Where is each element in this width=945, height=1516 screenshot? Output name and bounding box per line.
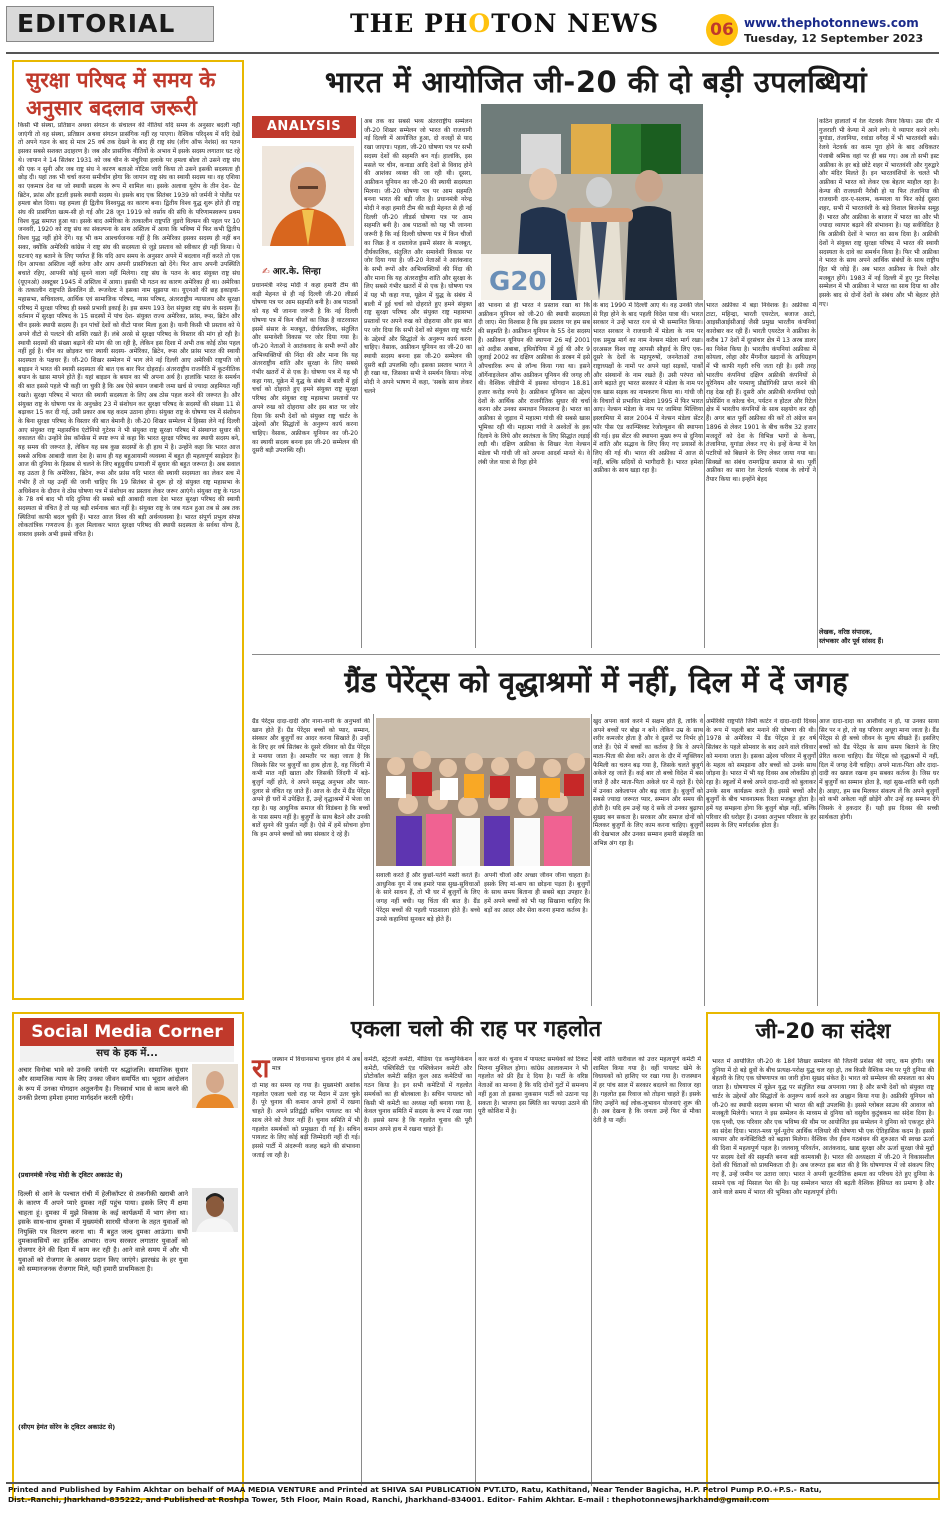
- column-divider: [704, 300, 705, 648]
- main-story-column-5: भारत अफ्रीका में बड़ा निवेशक है। अफ्रीका में टाटा, महिन्द्रा, भारती एयरटेल, बजाज आटो, आइसीआईसीआई जैसी प्रमुख भारतीय कंपनियां कारोबार कर रही हैं। भारती एयरटेल ने अफ्रीका के करीब 17 देशों में दूरसंचार क्षेत्र में 13 अरब डालर का निवेश किया है। भारतीय कंपनियां अफ्रीका में कोयला, लोहा और मैंगनीज खदानों के अधिग्रहण में भी काफी गहरी रुचि जता रही है। इसी तरह भारतीय कंपनियां दक्षिण अफ्रीकी कंपनियों से यूरेनियम और परमाणु प्रौद्योगिकी प्राप्त करने की राह देख रही हैं। दूसरी ओर अफ्रीकी कंपनियां एग्रो प्रोसेसिंग व कोल्ड चेन, पर्यटन व होटल और रिटेल क्षेत्र में भारतीय कंपनियों के साथ सहयोग कर रही हैं। अगर बात पूर्वी अफ्रीका की करें तो अंग्रेज सन 1896 से लेकर 1901 के बीच करीब 32 हजार मजदूरों को देश के विभिन्न भागों से केन्या, तंजानिया, युगांडा लेकर गए थे। इन्हें केन्या में रेल पटरियों को बिछाने के लिए लेकर जाया गया था। सिक्खों का संबंध रामगढ़िया समाज से था। पूर्वी अफ्रीका का सारा रेल नेटवर्क पंजाब के लोगों ने तैयार किया था। इन्होंने बेहद: [706, 302, 816, 484]
- svg-text:G20: G20: [489, 267, 547, 297]
- g20-sandesh-headline: जी-20 का संदेश: [710, 1014, 936, 1048]
- column-divider: [475, 1052, 476, 1486]
- logo-text-part2: TON NEWS: [491, 9, 660, 38]
- author-credit-detail: स्तंभकार और पूर्व सांसद हैं।: [819, 637, 884, 645]
- editorial-headline: सुरक्षा परिषद में समय के अनुसार बदलाव जरूरी: [26, 68, 216, 120]
- column-divider: [373, 714, 374, 1006]
- logo-text-part1: THE PH: [350, 9, 469, 38]
- g20-photo: [481, 104, 703, 300]
- author-photo: [262, 146, 354, 246]
- author-credit: [819, 628, 939, 646]
- social-post-1: अचार विनोबा भावे को उनकी जयंती पर श्रद्धांजलि। सामाजिक सुधार और सामाजिक न्याय के लिए उनका जीवन समर्पित था। भूदान आंदोलन के रूप में उनका योगदान अतुलनीय है। निःस्वार्थ भाव से काम करने की उनकी प्रेरणा हमेशा हमारा मार्गदर्शन करती रहेगी।: [18, 1066, 188, 1103]
- column-divider: [475, 300, 476, 648]
- gehlot-lead-line: जस्थान में विधानसभा चुनाव होने में अब मात्र: [272, 1056, 360, 1072]
- grandparents-column-6: आज दादा-दादा का आशीर्वाद न हो, या उनका साया सिर पर न हो, तो यह परिवार अधूरा माना जाता है। ग्रैंड पेरेंट्स से ही बच्चे जीवन के मूल्य सीखते हैं। इसलिए बच्चों को ग्रैंड पेरेंट्स के साथ समय बिताने के लिए प्रेरित करना चाहिए। ग्रैंड पेरेंट्स को वृद्धाश्रमों में नहीं, दिल में जगह देनी चाहिए। अपने माता-पिता और दादा-दादी का ख्याल रखना हम सबका कर्तव्य है। जिस घर में बुजुर्गों का सम्मान होता है, वहां सुख-शांति बनी रहती है। आइए, हम सब मिलकर संकल्प लें कि अपने बुजुर्गों को कभी अकेला नहीं छोड़ेंगे और उन्हें वह सम्मान देंगे जिसके वे हकदार हैं। यही इस दिवस की सच्ची सार्थकता होगी।: [819, 718, 939, 821]
- social-media-tagline: सच के हक में...: [20, 1046, 234, 1062]
- main-story-column-3: की भावना से ही भारत ने प्रस्ताव रखा था कि अफ्रीकन यूनियन को जी-20 की स्थायी सदस्यता दी जाए। मेरा विश्वास है कि इस प्रस्ताव पर हम सब की सहमति है। अफ्रीकन यूनियन के 55 देश सदस्य हैं। अफ्रीकन यूनियन की स्थापना 26 मई 2001 को अदीस अबाबा, इथियोपिया में हुई थी और 9 जुलाई 2002 का दक्षिण अफ्रीका के डरबन में इसे औपचारिक रूप से लॉन्च किया गया था। इसने ऑर्गेनाइजेशन ऑफ अफ्रीकन यूनियन की जगह ली थी। वैश्विक जीडीपी में इसका योगदान 18.81 हजार करोड़ रुपये है। अफ्रीकन यूनियन का उद्देश्य देशों के आर्थिक और राजनीतिक सुधार की चर्चा करना और उनका समाधान निकालना है। भारत का अफ्रीका से जुड़ाव में महात्मा गांधी की सबसे खास भूमिका रही थी। महात्मा गांधी ने अश्वेतों के हक दिलाने के लिये और स्वतंत्रता के लिए सिद्धांत लड़ाई लड़ी थी। दक्षिण अफ्रीका के शिखर नेता नेल्सन मंडेला भी गांधी जी को अपना आदर्श मानते थे। वे लंबी जेल यात्रा से रिहा होने: [478, 302, 590, 466]
- social-post-1-credit: (प्रधानमंत्री नरेन्द्र मोदी के ट्विटर अकाउंट से): [18, 1171, 123, 1179]
- footer-divider: [6, 1482, 939, 1484]
- analysis-tag: ANALYSIS: [252, 116, 356, 138]
- imprint-line-2: Dist.-Ranchi, Jharkhand-835222, and Published at Roshpa Tower, 5th Floor, Main Road, Ranchi, Jharkhand-834001. Editor- Fahim Akhtar. E-mail : thephotonnewsjharkhand@gmail.com: [8, 1495, 770, 1504]
- social-post-2-credit: (सीएम हेमंत सोरेन के ट्विटर अकाउंट से): [18, 1423, 116, 1431]
- g20-sandesh-body: भारत में आयोजित जी-20 के 18वें शिखर सम्मेलन की जितनी प्रशंसा की जाए, कम होगी। जब दुनिया में दो बड़े ध्रुवों के बीच प्रत्यक्ष-परोक्ष युद्ध चल रहा हो, तब किसी वैश्विक मंच पर पूरी दुनिया की बेहतरी के लिए एक घोषणापत्र का जारी होना सुखद संकेत है। भारत को सम्मेलन की सफलता का श्रेय जाता है। घोषणापत्र में यूक्रेन युद्ध पर संतुलित रुख अपनाया गया है और सभी देशों को संयुक्त राष्ट्र चार्टर के उद्देश्यों और सिद्धांतों के अनुरूप कार्य करने का आह्वान किया गया है। अफ्रीकी यूनियन को जी-20 का स्थायी सदस्य बनाना भी भारत की बड़ी उपलब्धि है। इससे ग्लोबल साउथ की आवाज को मजबूती मिलेगी। भारत ने इस सम्मेलन के माध्यम से दुनिया को वसुधैव कुटुंबकम का संदेश दिया है। एक पृथ्वी, एक परिवार और एक भविष्य की थीम पर आयोजित इस सम्मेलन ने दुनिया को एकजुट होने का संदेश दिया। भारत-मध्य पूर्व-यूरोप आर्थिक गलियारे की घोषणा भी एक ऐतिहासिक कदम है। इससे व्यापार और कनेक्टिविटी को बढ़ावा मिलेगा। वैश्विक जैव ईंधन गठबंधन की शुरुआत भी स्वच्छ ऊर्जा की दिशा में महत्वपूर्ण पहल है। जलवायु परिवर्तन, आतंकवाद, खाद्य सुरक्षा और ऊर्जा सुरक्षा जैसे मुद्दों पर सदस्य देशों की सहमति बनना बड़ी कामयाबी है। भारत की अध्यक्षता में जी-20 ने विकासशील देशों की चिंताओं को प्राथमिकता दी है। अब जरूरत इस बात की है कि घोषणापत्र में जो संकल्प लिए गए हैं, उन्हें जमीन पर उतारा जाए। भारत ने अपनी कूटनीतिक क्षमता का परिचय देते हुए दुनिया के सामने एक नई मिसाल पेश की है। यह सम्मेलन भारत की बढ़ती वैश्विक हैसियत का प्रमाण है और आने वाले समय में भारत की भूमिका और महत्वपूर्ण होगी।: [712, 1058, 934, 1196]
- column-divider: [591, 714, 592, 1006]
- issue-date: Tuesday, 12 September 2023: [744, 32, 924, 45]
- masthead-divider: [6, 52, 939, 54]
- column-divider: [591, 300, 592, 648]
- section-divider: [252, 654, 940, 655]
- gehlot-headline: एकला चलो की राह पर गहलोत: [350, 1017, 602, 1042]
- pen-icon: ✍: [262, 267, 270, 277]
- column-divider: [361, 118, 362, 648]
- grandparents-column-4: खुद अपना कार्य करने में सक्षम होते हैं, ताकि वे अपने बच्चों पर बोझ न बनें। लेकिन उम्र के साथ शरीर कमजोर होता है और वे दूसरों पर निर्भर हो जाते हैं। ऐसे में बच्चों का कर्तव्य है कि वे अपने माता-पिता की सेवा करें। आज के दौर में न्यूक्लियर फैमिली का चलन बढ़ गया है, जिसके चलते बुजुर्ग अकेले रह जाते हैं। कई बार तो बच्चे विदेश में बस जाते हैं और माता-पिता अकेले घर में रहते हैं। ऐसे में उनका अकेलापन और बढ़ जाता है। बुजुर्गों को सबसे ज्यादा जरूरत प्यार, सम्मान और समय की होती है। यदि हम उन्हें यह दे सकें तो उनका बुढ़ापा सुखद बन सकता है। सरकार और समाज दोनों को मिलकर बुजुर्गों के लिए काम करना चाहिए। बुजुर्गों की देखभाल और उनका सम्मान हमारी संस्कृति का अभिन्न अंग रहा है।: [593, 718, 703, 847]
- section-label: EDITORIAL: [6, 6, 214, 42]
- main-story-headline: भारत में आयोजित जी-20 की दो बड़ी उपलब्धियां: [324, 65, 868, 99]
- grandparents-photo: [376, 718, 590, 866]
- author-name: आर.के. सिन्हा: [272, 267, 321, 277]
- website-link[interactable]: www.thephotonnews.com: [744, 16, 919, 30]
- print-registration-marks: [0, 1506, 945, 1516]
- main-story-column-6: कठिन हालातों में रेल नेटवर्क तैयार किया। उस दौर में गुजराती भी केन्या में आने लगे। ये व्यापार करने लगे। युगांडा, तंजानिया, रवांडा वगैरह में भी भारतवंशी बसे। रेलवे नेटवर्क का काम पूरा होने के बाद अधिकतर पंजाबी श्रमिक वहां पर ही बस गए। अब तो सभी इस्ट अफ्रीका के हर बड़े छोटे शहर में भारतवंशी और गुरुद्वारे और मंदिर मिलते हैं। इन भारतवंशियों के चलते भी अफ्रीका में भारत को लेकर एक बेहतर माहौल रहा है। केन्या की राजधानी नैरोबी हो या फिर तंजानिया की राजधानी दार-ए-सलाम, कम्पाला या फिर कोई दूसरा शहर, सभी में भारतवंशी के बड़े विशाल बिजनेस समूह हैं। भारत और अफ्रीका के बाजार में भारत का और भी ज्यादा व्यापार बढ़ाने की संभावना है। यह सर्वविदित है कि अफ्रीकी देशों ने भारत का साथ दिया है। अफ्रीकी देशों ने संयुक्त राष्ट्र सुरक्षा परिषद में भारत की स्थायी सदस्यता के दावे का समर्थन किया है। फिर भी अफ्रीका ने भारत के साथ अपने आर्थिक संबंधों के साथ राष्ट्रीय हित भी जोड़े हैं। अब भारत अफ्रीका के रिश्ते और मजबूत होंगे। 1983 में नई दिल्ली में हुए गुट निरपेक्ष सम्मेलन में भी अफ्रीका ने भारत का साथ दिया था और इसके बाद से दोनों देशों के संबंध और भी बेहतर होते गए।: [819, 118, 939, 308]
- grandparents-column-3: अपनी चीजों और अच्छा जीवन जीना चाहता है। इसके लिए मां-बाप का छोड़ना पड़ता है। बुजुर्गों के साथ समय बिताना ही सबसे बड़ा उपहार है। हमें अपने बच्चों को भी यह सिखाना चाहिए कि बड़ों का आदर और सेवा करना हमारा कर्तव्य है।: [484, 872, 590, 914]
- column-divider: [817, 118, 818, 648]
- cm-avatar: [192, 1188, 238, 1232]
- social-post-2: दिल्ली से आने के पश्चात रांची में हेलीकॉप्टर से तकनीकी खराबी आने के कारण मैं अपने प्यारे दुमका नहीं पहुंच पाया। इसके लिए मैं क्षमा चाहता हूं। दुमका में मुझे विकास के कई कार्यक्रमों में भाग लेना था। इसके साथ-साथ दुमका में मुख्यमंत्री सारथी योजना के तहत युवाओं को नियुक्ति पत्र वितरण करना था। मैं बहुत जल्द दुमका आऊंगा। सभी दुमकावासियों का हार्दिक आभार। राज्य सरकार लगातार युवाओं को रोजगार देने की दिशा में काम कर रही है। आने वाले समय में और भी युवाओं को रोजगार के अवसर प्रदान किए जाएंगे। झारखंड के हर युवा को सम्मानजनक रोजगार मिले, यही हमारी प्राथमिकता है।: [18, 1190, 188, 1274]
- imprint-line-1: Printed and Published by Fahim Akhtar on behalf of MAA MEDIA VENTURE and Printed at SHIVA SAI PUBLICATION PVT.LTD, Ratu, Kathitand, Near Tender Bagicha, H.P. Petrol Pump P.O.+P.S.- Ratu,: [8, 1485, 822, 1494]
- grandparents-headline: ग्रैंड पेरेंट्स को वृद्धाश्रमों में नहीं, दिल में दें जगह: [344, 665, 848, 699]
- gehlot-column-2: कमेटी, स्ट्रेटजी कमेटी, मीडिया एंड कम्युनिकेशन कमेटी, पब्लिसिटी एंड पब्लिकेशन कमेटी और प्रोटोकॉल कमेटी सहित कुल आठ कमेटियों का गठन किया है। इन सभी कमेटियों में गहलोत समर्थकों का ही बोलबाला है। सचिन पायलट को किसी भी कमेटी का अध्यक्ष नहीं बनाया गया है, केवल चुनाव समिति में सदस्य के रूप में रखा गया है। इससे साफ है कि गहलोत चुनाव की पूरी कमान अपने हाथ में रखना चाहते हैं।: [364, 1056, 472, 1133]
- social-media-title: Social Media Corner: [20, 1018, 234, 1046]
- gehlot-column-1: दो माह का समय रह गया है। मुख्यमंत्री अशोक गहलोत एकला चलो राह पर मैदान में उतर चुके हैं। पूरे चुनाव की कमान अपने हाथों में रखना चाहते हैं। अपने प्रतिद्वंद्वी सचिन पायलट का भी साथ लेने को तैयार नहीं हैं। चुनाव समिति में भी गहलोत समर्थकों को प्रमुखता दी गई है। सचिन पायलट के लिए कोई बड़ी जिम्मेदारी नहीं दी गई। इससे पार्टी में अंदरूनी कलह बढ़ने की संभावना जताई जा रही है।: [252, 1082, 360, 1159]
- gehlot-column-4: मंत्री शांति धारीवाल को उत्तर महत्वपूर्ण कमेटी में शामिल किया गया है। वहीं पायलट खेमे के विधायकों को हाशिए पर रखा गया है। राजस्थान में हर पांच साल में सरकार बदलने का रिवाज रहा है। गहलोत इस रिवाज को तोड़ना चाहते हैं। इसके लिए उन्होंने कई लोक-लुभावन योजनाएं शुरू की हैं। अब देखना है कि जनता उन्हें फिर से मौका देती है या नहीं।: [593, 1056, 701, 1124]
- gehlot-column-3: कार करते थे। चुनाव में पायलट समर्थकों को टिकट मिलना मुश्किल होगा। कांग्रेस आलाकमान ने भी गहलोत को फ्री हैंड दे दिया है। पार्टी के वरिष्ठ नेताओं का मानना है कि यदि दोनों गुटों में समन्वय नहीं हुआ तो इसका नुकसान पार्टी को उठाना पड़ सकता है। भाजपा इस स्थिति का फायदा उठाने की पूरी कोशिश में है।: [478, 1056, 588, 1116]
- column-divider: [817, 714, 818, 1006]
- author-credit-label: लेखक, वरिष्ठ संपादक,: [819, 628, 873, 636]
- main-story-column-1: प्रधानमंत्री नरेन्द्र मोदी ने कहा हमारी टीम की कड़ी मेहनत से ही नई दिल्ली जी-20 लीडर्स घोषणा पत्र पर आम सहमति बनी है। अब पाठकों को यह भी जानना जरूरी है कि नई दिल्ली घोषणा पत्र में किन चीजों का जिक्र है वाटरवास्त इसमें संसार के मजबूत, दीर्घकालिक, संतुलित और समावेशी विकास पर जोर दिया गया है। जी-20 नेताओं ने आतंकवाद के सभी रूपों और अभिव्यक्तियों की निंदा की और माना कि यह अंतरराष्ट्रीय शांति और सुरक्षा के लिए सबसे गंभीर खतरों में से एक है। घोषणा पत्र में यह भी कहा गया, यूक्रेन में युद्ध के संबंध में बाली में हुई चर्चा को दोहराते हुए हमने संयुक्त राष्ट्र सुरक्षा परिषद और संयुक्त राष्ट्र महासभा प्रस्तावों पर अपने रुख को दोहराया और इस बात पर जोर दिया कि सभी देशों को संयुक्त राष्ट्र चार्टर के उद्देश्यों और सिद्धांतों के अनुरूप कार्य करना चाहिए। वैसाक, अफ्रीकन यूनियन का जी-20 का स्थायी सदस्य बनना इस जी-20 सम्मेलन की दूसरी बड़ी उपलब्धि रही।: [252, 282, 358, 455]
- grandparents-column-5: अमेरिकी राष्ट्रपति जिमी कार्टर ने दादा-दादी दिवस के रूप में पहली बार मनाने की घोषणा की थी। 1978 से अमेरिका में ग्रैंड पेरेंट्स डे हर वर्ष सितंबर के पहले सोमवार के बाद आने वाले रविवार को मनाया जाता है। इसका उद्देश्य परिवार में बुजुर्गों के महत्व को समझाना और बच्चों को उनके साथ जोड़ना है। भारत में भी यह दिवस अब लोकप्रिय हो रहा है। स्कूलों में बच्चे अपने दादा-दादी को बुलाकर उनके साथ कार्यक्रम करते हैं। इससे बच्चों और बुजुर्गों के बीच भावनात्मक रिश्ता मजबूत होता है। हमें यह समझना होगा कि बुजुर्ग बोझ नहीं, बल्कि परिवार की धरोहर हैं। उनका अनुभव परिवार के हर सदस्य के लिए मार्गदर्शक होता है।: [706, 718, 816, 830]
- column-divider: [591, 1052, 592, 1486]
- logo-o: O: [468, 9, 492, 38]
- column-divider: [361, 1052, 362, 1486]
- main-story-column-4: के बाद 1990 में दिल्ली आए थे। वह उनकी जेल से रिहा होने के बाद पहली विदेश यात्रा थी। भारत सरकार ने उन्हें भारत रत्न से भी सम्मानित किया। भारत सरकार ने राजधानी में मंडेला के नाम पर एक प्रमुख मार्ग का नाम नेल्सन मंडेला मार्ग रखा। दरअसल विश्व राष्ट्र आपसी सौहार्द के लिए एक-दूसरे के देशों के महापुरुषों, जननेताओं तथा राष्ट्राध्यक्षों के नामों पर अपने यहां सड़कों, पार्कों और संस्थानों के नाम रखते हैं। उसी परंपरा को आगे बढ़ाते हुए भारत सरकार ने मंडेला के नाम पर एक खास सड़क का नामकरण किया था। गांधी जी के विचारों से प्रभावित मंडेला 1995 में फिर भारत आए। नेल्सन मंडेला के नाम पर जामिया मिल्लिया इस्लामिया में साल 2004 में नेल्सन मंडेला सेंटर फॉर पीस एंड कान्फ्लिक्ट रेजोल्यूशन की स्थापना की गई। इस सेंटर की स्थापना मुख्य रूप से दुनिया में शांति और सद्भाव के लिए किए गए प्रयासों के लिए की गई थी। भारत की अफ्रीका में आज से नहीं, बल्कि सदियों से भागीदारी है। भारत हमेशा अफ्रीका के साथ खड़ा रहा है।: [593, 302, 703, 475]
- author-byline: [262, 264, 362, 277]
- newspaper-logo[interactable]: [350, 9, 659, 38]
- page-number-badge: 06: [706, 14, 738, 46]
- grandparents-column-2: सवाली करते हैं और कुछो-पतंगें मस्ती करते हैं। आधुनिक युग में जब हमारे पास सुख-सुविधाओं के सारे साधन हैं, तो भी घर में बुजुर्गों के लिए जगह नहीं बची। यह चिंता की बात है। ग्रैंड पेरेंट्स बच्चों की पहली पाठशाला होते हैं। बच्चे उनसे कहानियां सुनकर बड़े होते हैं।: [376, 872, 480, 923]
- pm-avatar: [192, 1064, 238, 1108]
- editorial-body: किसी भी संस्था, प्रतिष्ठान अथवा संगठन के संचालन की नीतियां यदि समय के अनुसार बदली नहीं जाएंगी तो वह संस्था, प्रतिष्ठान अथवा संगठन प्रासंगिक नहीं रह पाएगा। वैश्विक परिदृश्य में यदि देखें तो अपने गठन के बाद से मात्र 25 वर्ष तक देखने के बाद ही राष्ट्र संघ (लीग ऑफ नेशंस) का पतन इसका सबसे सशक्त उदाहरण है। जब और प्रासंगिक नीतियों के अभाव में इसके सदस्य लगातार घट रहे थे। जापान ने 14 सितंबर 1931 को जब चीन के मंचूरिया इलाके पर हमला बोला तो उसने राष्ट्र संघ की एक न सुनी और जब राष्ट्र संघ ने कारण बताओ नोटिस जारी किया तो उसने इसकी सदस्यता ही छोड़ दी। यहां तक भी चर्चा करना समीचीन होगा कि जापान राष्ट्र संघ का स्थायी सदस्य था। वह एशिया का एकमात्र देश था जो स्थायी सदस्य के रूप में शामिल था। इसके अलावा यूरोप के तीन देश- ग्रेट ब्रिटेन, फ्रांस और इटली इसके स्थायी सदस्य थे। इसके बाद एक सितंबर 1939 को जर्मनी ने पोलैंड पर हमला बोल दिया। यह हमला ही द्वितीय विश्वयुद्ध का कारण बना। द्वितीय विश्व युद्ध शुरू होते ही राष्ट्र संघ की प्रासंगिता खत्म-सी हो गई और 28 जून 1919 को वर्साय की संधि के परिणामस्वरूप प्रथम विश्व युद्ध समाप्त हुआ था। इसके बाद अमेरिका के तत्कालीन राष्ट्रपति वुडरो विल्सन की पहल पर 10 जनवरी, 1920 को राष्ट्र संघ का संकल्पना के साथ अस्तित्व में आया कि भविष्य में फिर कभी द्वितीय विश्व युद्ध नहीं होने देंगे। यह भी कम आश्चर्यजनक नहीं है कि अमेरिका इसका सदस्य ही नहीं बन सका, क्योंकि अमेरिकी कांग्रेस ने राष्ट्र संघ की सदस्यता से जुड़े प्रस्ताव को स्वीकार ही नहीं किया। ये घटनाएं यह बताने के लिए पर्याप्त हैं कि यदि आप समय के अनुसार अपने में बदलाव नहीं करते तो एक दिन आपका अस्तित्व नहीं करेगा और आप अपनी प्रासंगिकता खो देंगे। फिर आप अपनी उपस्थिति बचाते रहिए, आपकी कोई सुनने वाला नहीं मिलेगा। राष्ट्र संघ के पतन के बाद संयुक्त राष्ट्र संघ (यूएनओ) अक्टूबर 1945 में अस्तित्व में आया। इसकी भी गठन का कारण अमेरिका ही था। अमेरिका के तत्कालीन राष्ट्रपति फ्रेंकलिन डी. रूजवेल्ट ने इसका नाम सुझाया था। यूएनओ की छह इकाइयां- महासभा, सचिवालय, आर्थिक एवं सामाजिक परिषद, न्यास परिषद, अंतरराष्ट्रीय न्यायालय और सुरक्षा परिषद में सुरक्षा परिषद ही सबसे प्रभावी इकाई है। इस समय 193 देश संयुक्त राष्ट्र संघ के सदस्य हैं। वर्तमान में सुरक्षा परिषद के 15 सदस्यों में पांच देश- संयुक्त राज्य अमेरिका, फ्रांस, रूस, ब्रिटेन और चीन इसके स्थायी सदस्य हैं। इन पांचों देशों को वीटो पावर मिला हुआ है। यानी किसी भी प्रस्ताव को ये अपने वीटो से पलटने की शक्ति रखते हैं। लंबे अरसे से सुरक्षा परिषद के विस्तार की मांग हो रही है। स्थायी सदस्यों की संख्या बढ़ाने की मांग की जा रही है, लेकिन इस दिशा में अभी तक कोई ठोस पहल नहीं हुई है। चीन का छोड़कर चार स्थायी सदस्य- अमेरिका, ब्रिटेन, रूस और फ्रांस भारत की स्थायी सदस्यता के पक्षधर हैं। जी-20 शिखर सम्मेलन में भाग लेने नई दिल्ली आए अमेरिकी राष्ट्रपति जो बाइडन ने भारत की स्थायी सदस्यता की बात एक बार फिर दोहराई। अंतरराष्ट्रीय राजनीति में कूटनीतिक बयान के खास मायने होते हैं। यहां बाइडन के बयान का भी अपना अर्थ है। हालांकि भारत के समर्थन की बात इससे पहले भी कही जा चुकी है कि अब ऐसे बयान जबानी जमा खर्च से ज्यादा अहमियत नहीं रखते। सुरक्षा परिषद में भारत की स्थायी सदस्यता के लिए अब ठोस पहल करने की जरूरत है। और संयुक्त राष्ट्र के घोषणा पत्र के अनुच्छेद 23 में संशोधन कर सुरक्षा परिषद के सदस्यों की संख्या 11 से बढ़ाकर 15 कर दी गई, उसी प्रकार अब यह कदम उठाना होगा। संयुक्त राष्ट्र के घोषणा पत्र में संशोधन के बिना सुरक्षा परिषद के विस्तार की बात बेमानी है। जी-20 शिखर सम्मेलन में हिस्सा लेने नई दिल्ली आए संयुक्त राष्ट्र महासचिव एंटोनियो गुटेरस ने भी संयुक्त राष्ट्र सुरक्षा परिषद में संस्थागत सुधार की वकालत की। उन्होंने प्रेस कॉन्फ्रेंस में स्पष्ट रूप से कहा कि भारत सुरक्षा परिषद का स्थायी सदस्य बने, यह समय की जरूरत है, लेकिन यह सब कुछ सदस्यों के ही हाथ में है। उन्होंने कहा कि भारत आज सबसे अधिक आबादी वाला देश है। साथ ही यह बहुआयामी व्यवस्था में बहुत ही महत्वपूर्ण साझेदार है। आज की दुनिया के हिसाब से चलने के लिए बहुध्रुवीय प्रणाली में सुधार की बहुत जरूरत है। अब सवाल यह उठता है कि अमेरिका, ब्रिटेन, रूस और फ्रांस यदि भारत की स्थायी सदस्यता का लेकर सच में गंभीर हैं तो यह उन्हीं की जानी चाहिए कि 19 सितंबर से शुरू हो रहे संयुक्त राष्ट्र महासभा के अधिवेशन के दौरान वे ठोस घोषणा पत्र में संशोधन का प्रस्ताव लेकर जरूर आएंगे। संयुक्त राष्ट्र के गठन के 78 वर्ष बाद भी यदि दुनिया की सबसे बड़ी आबादी वाला देश भारत सुरक्षा परिषद की स्थायी सदस्यता से वंचित है तो यह बड़ी शर्मनाक बात नहीं है। संयुक्त राष्ट्र के जब गठन हुआ तब से अब तक स्थितियां काफी बदल चुकी हैं। भारत आज विश्व की बड़ी अर्थव्यवस्था है। भारत संपूर्ण प्रभुत्व संपन्न लोकतांत्रिक गणराज्य है। कुल मिलाकर भारत सुरक्षा परिषद की स्थायी सदस्यता के सर्वथा योग्य है, वास्तव इसके अभी इससे वंचित है।: [18, 122, 240, 539]
- column-divider: [704, 714, 705, 1006]
- drop-cap: रा: [252, 1054, 270, 1084]
- grandparents-column-1: ग्रैंड पेरेंट्स दादा-दादी और नाना-नानी के अनुभवों की खान होते हैं। ग्रैंड पेरेंट्स बच्चों को प्यार, सम्मान, संस्कार और बुजुर्गों का आदर करना सिखाते हैं। उन्हीं के लिए हर वर्ष सितंबर के दूसरे रविवार को ग्रैंड पेरेंट्स डे मनाया जाता है। आमतौर पर कहा जाता है कि जिसके सिर पर बुजुर्गों का हाथ होता है, वह जिंदगी में कभी मात नहीं खाता और जिसकी जिंदगी में बड़े-बुजुर्ग नहीं होते, वे अपने समृद्ध अनुभव और प्यार-दुलार से वंचित रह जाते हैं। आज के दौर में ग्रैंड पेरेंट्स अपने ही घरों में उपेक्षित हैं, उन्हें वृद्धाश्रमों में भेजा जा रहा है। यह आधुनिक समाज की विडंबना है कि बच्चों के पास समय नहीं है। बुजुर्गों के साथ बैठने और उनकी बातें सुनने की फुर्सत नहीं है। ऐसे में हमें सोचना होगा कि हम अपने बच्चों को क्या संस्कार दे रहे हैं।: [252, 718, 370, 839]
- main-story-column-2: अब तक का सबसे भव्य अंतरराष्ट्रीय सम्मेलन जी-20 शिखर सम्मेलन जो भारत की राजधानी नई दिल्ली में आयोजित हुआ, दो वजहों से याद रखा जाएगा। पहला, जी-20 घोषणा पत्र पर सभी सदस्य देशों की सहमति बन गई। हालांकि, इस मसले पर चीन, कनाडा आदि देशों से विवाद होने की आशंका व्यक्त की जा रही थी। दूसरा, अफ्रीकन यूनियन का जी-20 की स्थायी सदस्यता मिलना। जी-20 घोषणा पत्र पर आम सहमति बनना भारत की बड़ी जीत है। प्रधानमंत्री नरेन्द्र मोदी ने कहा हमारी टीम की कड़ी मेहनत से ही नई दिल्ली जी-20 लीडर्स घोषणा पत्र पर आम सहमति बनी है। अब पाठकों को यह भी जानना जरूरी है कि नई दिल्ली घोषणा पत्र में किन चीजों का जिक्र है व दस्तावेज इसमें संसार के मजबूत, दीर्घकालिक, संतुलित और समावेशी विकास पर जोर दिया गया है। जी-20 नेताओं ने आतंकवाद के सभी रूपों और अभिव्यक्तियों की निंदा की और माना कि यह अंतरराष्ट्रीय शांति और सुरक्षा के लिए सबसे गंभीर खतरों में से एक है। घोषणा पत्र में यह भी कहा गया, यूक्रेन में युद्ध के संबंध में बाली में हुई चर्चा को दोहराते हुए हमने संयुक्त राष्ट्र सुरक्षा परिषद और संयुक्त राष्ट्र महासभा प्रस्तावों पर अपने रुख को दोहराया और इस बात पर जोर दिया कि सभी देशों को संयुक्त राष्ट्र चार्टर के उद्देश्यों और सिद्धांतों के अनुरूप कार्य करना चाहिए। वैसाक, अफ्रीकन यूनियन का जी-20 का स्थायी सदस्य बनना इस जी-20 सम्मेलन की दूसरी बड़ी उपलब्धि रही। इसका प्रस्ताव भारत ने ही रखा था, जिसका सभी ने समर्थन किया। नरेन्द्र मोदी ने अपने भाषण में कहा, 'सबके साथ लेकर चलने: [364, 118, 472, 395]
